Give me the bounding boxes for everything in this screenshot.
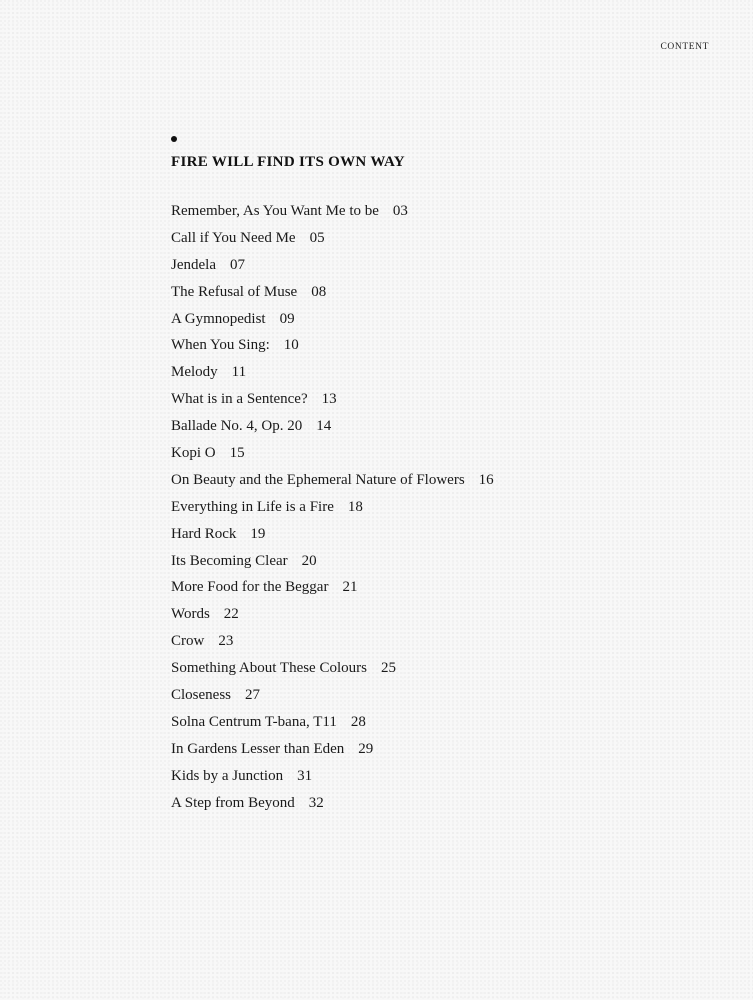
toc-entry [171, 550, 494, 577]
toc-entry [171, 523, 494, 550]
toc-entry [171, 711, 494, 738]
toc-entry [171, 469, 494, 496]
toc-entry-page-number: 21 [342, 579, 358, 596]
toc-entry [171, 496, 494, 523]
toc-entry-page-number: 22 [223, 606, 239, 623]
toc-entry-title: Remember, As You Want Me to be [171, 203, 379, 219]
toc-entry [171, 254, 494, 281]
toc-entry-page-number: 23 [218, 633, 234, 650]
toc-entry-page-number: 27 [245, 687, 260, 704]
section-bullet-icon [171, 136, 177, 142]
toc-entry-page-number: 11 [231, 364, 247, 381]
toc-entry [171, 792, 494, 819]
toc-entry-page-number: 19 [250, 525, 266, 542]
toc-entry-page-number: 31 [297, 767, 313, 784]
toc-entry [171, 308, 494, 335]
toc-entry-title: Words [171, 606, 210, 623]
toc-entry [171, 361, 494, 388]
toc-entry-page-number: 14 [316, 418, 332, 435]
toc-entry-page-number: 29 [358, 740, 374, 757]
toc-entry-page-number: 28 [350, 713, 366, 730]
toc-entry-title: What is in a Sentence? [171, 391, 308, 408]
toc-entry-title: More Food for the Beggar [171, 579, 329, 596]
toc-entry [171, 227, 494, 254]
toc-entry-page-number: 03 [392, 203, 408, 219]
toc-entry [171, 415, 494, 442]
toc-entry-title: Crow [171, 633, 205, 650]
toc-entry-title: The Refusal of Muse [171, 283, 298, 300]
toc-entry-title: Its Becoming Clear [171, 552, 288, 569]
toc-entry-title: Something About These Colours [171, 660, 367, 677]
toc-entry-title: Hard Rock [171, 525, 237, 542]
toc-entry-page-number: 10 [283, 337, 299, 354]
toc-entry-title: On Beauty and the Ephemeral Nature of Flowers [171, 471, 465, 488]
toc-entry [171, 442, 494, 469]
toc-entry-page-number: 09 [279, 310, 295, 327]
toc-entry [171, 576, 494, 603]
toc-entry-title: Melody [171, 364, 218, 381]
toc-entry [171, 200, 494, 227]
toc-entry-page-number: 20 [301, 552, 317, 569]
toc-entry-title: Kids by a Junction [171, 767, 284, 784]
toc-entry [171, 738, 494, 765]
toc-entry [171, 334, 494, 361]
toc-entry [171, 630, 494, 657]
toc-entry-title: When You Sing: [171, 337, 270, 354]
table-of-contents [171, 200, 494, 818]
toc-entry [171, 281, 494, 308]
toc-entry-page-number: 15 [229, 445, 245, 462]
toc-entry-page-number: 08 [311, 283, 327, 300]
toc-entry-title: Jendela [171, 256, 216, 273]
running-header: CONTENT [660, 42, 709, 52]
toc-entry [171, 657, 494, 684]
toc-entry-title: Ballade No. 4, Op. 20 [171, 418, 303, 435]
toc-entry-page-number: 16 [478, 471, 494, 488]
toc-entry-title: Solna Centrum T-bana, T11 [171, 713, 337, 730]
toc-entry [171, 765, 494, 792]
toc-entry [171, 684, 494, 711]
toc-entry-title: Everything in Life is a Fire [171, 498, 334, 515]
toc-entry [171, 388, 494, 415]
toc-entry-title: A Step from Beyond [171, 794, 295, 811]
toc-entry-page-number: 07 [229, 256, 245, 273]
toc-entry-title: Kopi O [171, 445, 216, 462]
toc-entry-page-number: 05 [309, 229, 325, 246]
toc-entry-title: A Gymnopedist [171, 310, 266, 327]
toc-entry-title: Closeness [171, 687, 231, 704]
toc-entry-title: Call if You Need Me [171, 229, 296, 246]
toc-entry-page-number: 13 [321, 391, 337, 408]
toc-entry-page-number: 25 [380, 660, 396, 677]
toc-entry-page-number: 18 [347, 498, 363, 515]
toc-entry [171, 603, 494, 630]
toc-entry-title: In Gardens Lesser than Eden [171, 740, 345, 757]
section-title: FIRE WILL FIND ITS OWN WAY [171, 154, 405, 170]
toc-entry-page-number: 32 [308, 794, 324, 811]
